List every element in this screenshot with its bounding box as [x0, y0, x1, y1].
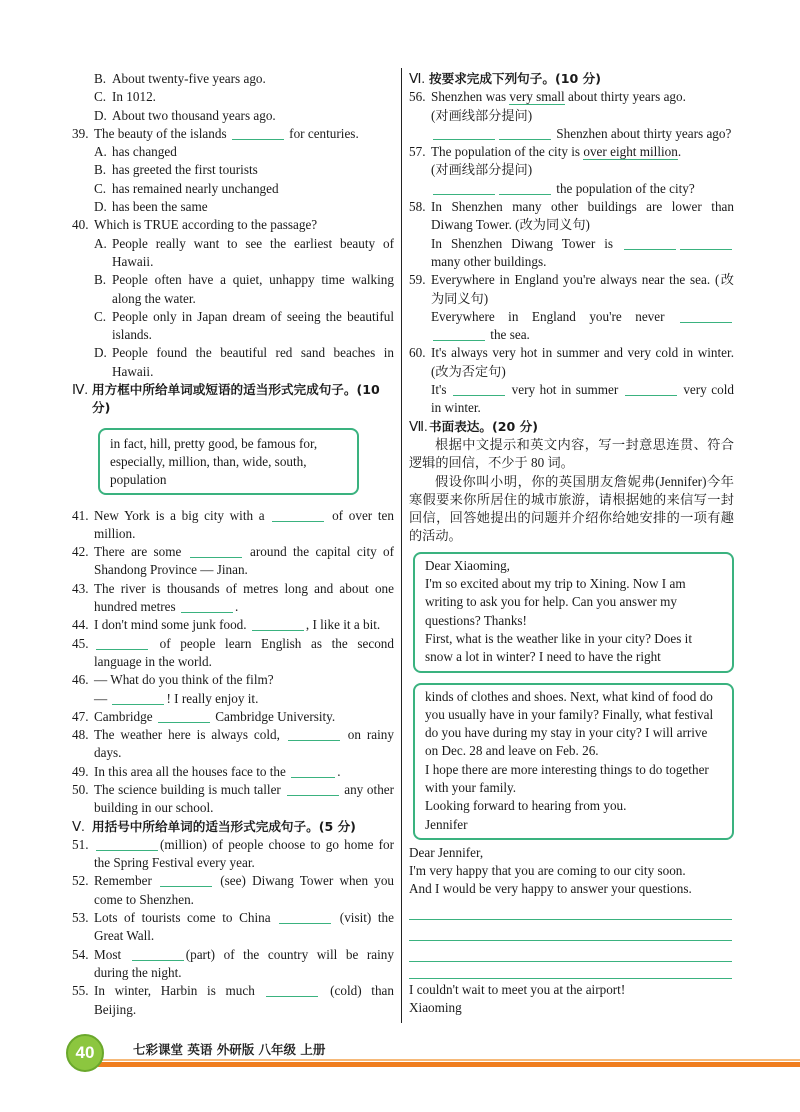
- left-column: [72, 70, 394, 1019]
- question-45: 45. of people learn English as the second language in the world.: [72, 635, 394, 669]
- answer-blank[interactable]: [680, 236, 732, 250]
- question-40: 40. Which is TRUE according to the passage?: [72, 217, 318, 233]
- answer-blank[interactable]: [291, 764, 335, 778]
- book-title: 七彩课堂 英语 外研版 八年级 上册: [133, 1042, 326, 1057]
- answer-blank[interactable]: [279, 910, 331, 924]
- q39-option-c[interactable]: C. has remained nearly unchanged: [94, 180, 279, 196]
- answer-blank[interactable]: [266, 983, 318, 997]
- q40-option-c[interactable]: C. People only in Japan dream of seeing the beautiful islands.: [94, 308, 394, 343]
- answer-blank[interactable]: [132, 947, 184, 961]
- letter-body: I hope there are more interesting things to do together with your family.: [425, 761, 709, 795]
- q39-option-d[interactable]: D. has been the same: [94, 199, 208, 215]
- page-footer: [0, 1028, 800, 1088]
- q40-option-a[interactable]: A. People really want to see the earliest beauty of Hawaii.: [94, 235, 394, 269]
- reply-line: I'm very happy that you are coming to our city soon.: [409, 863, 686, 879]
- question-48: 48. The weather here is always cold, on rainy days.: [72, 727, 394, 761]
- answer-blank[interactable]: [680, 309, 732, 323]
- answer-blank[interactable]: [624, 236, 676, 250]
- writing-line[interactable]: [409, 962, 732, 979]
- question-58: 58. In Shenzhen many other buildings are lower than Diwang Tower. (改为同义句): [409, 199, 734, 233]
- letter-body: First, what is the weather like in your city? Does it snow a lot in winter? I need to have the right: [425, 630, 692, 665]
- answer-blank[interactable]: [112, 691, 164, 705]
- q56-instruction: (对画线部分提问): [431, 107, 533, 123]
- question-49: 49. In this area all the houses face to the .: [72, 763, 341, 779]
- q58-answer: In Shenzhen Diwang Tower is many other buildings.: [409, 235, 734, 272]
- q60-answer: It's very hot in summer very cold in winter.: [431, 382, 734, 416]
- q57-instruction: (对画线部分提问): [431, 162, 533, 178]
- answer-blank[interactable]: [287, 782, 339, 796]
- question-39: 39. The beauty of the islands for centuries.: [72, 125, 359, 141]
- question-50: 50. The science building is much taller any other building in our school.: [72, 781, 395, 816]
- letter-closing: Looking forward to hearing from you.: [425, 798, 627, 814]
- letter-body: I'm so excited about my trip to Xining. Now I am writing to ask you for help. Can you answer my questions? Thanks!: [425, 576, 686, 628]
- question-60: 60. It's always very hot in summer and very cold in winter. (改为否定句): [409, 345, 734, 379]
- question-44: 44. I don't mind some junk food. , I like it a bit.: [72, 617, 381, 633]
- answer-blank[interactable]: [232, 126, 284, 140]
- right-column: [409, 70, 734, 1017]
- section-4-heading: Ⅳ. 用方框中所给单词或短语的适当形式完成句子。(10 分): [72, 382, 380, 416]
- q38-option-c[interactable]: C. In 1012.: [94, 89, 156, 105]
- section-6-heading: Ⅵ. 按要求完成下列句子。(10 分): [409, 71, 601, 86]
- question-41: 41. New York is a big city with a of over ten million.: [72, 507, 395, 541]
- question-43: 43. The river is thousands of metres long and about one hundred metres .: [72, 580, 394, 615]
- q39-option-a[interactable]: A. has changed: [94, 144, 177, 160]
- answer-blank[interactable]: [96, 837, 158, 851]
- jennifer-letter-part2: [413, 683, 734, 840]
- footer-stripe: [98, 1062, 800, 1067]
- q57-answer: the population of the city?: [409, 180, 734, 198]
- writing-line[interactable]: [409, 899, 732, 920]
- answer-blank[interactable]: [181, 599, 233, 613]
- writing-instruction-2: 假设你叫小明，你的英国朋友詹妮弗(Jennifer)今年寒假要来你所居住的城市旅游，请根据她的来信写一封回信，回答她提出的问题并介绍你给她安排的一项有趣的活动。: [409, 473, 734, 544]
- answer-blank[interactable]: [158, 709, 210, 723]
- reply-greeting: Dear Jennifer,: [409, 844, 484, 860]
- q56-answer: Shenzhen about thirty years ago?: [409, 125, 734, 143]
- footer-stripe-light: [98, 1059, 800, 1061]
- answer-blank[interactable]: [433, 327, 485, 341]
- answer-blank[interactable]: [433, 181, 495, 195]
- word-bank-box: in fact, hill, pretty good, be famous for, especially, million, than, wide, south, population: [98, 428, 359, 495]
- question-54: 54. Most (part) of the country will be rainy during the night.: [72, 946, 394, 980]
- writing-instruction-1: 根据中文提示和英文内容，写一封意思连贯、符合逻辑的回信，不少于 80 词。: [409, 436, 734, 471]
- reply-line: And I would be very happy to answer your questions.: [409, 881, 692, 897]
- jennifer-letter-part1: [413, 552, 734, 673]
- question-47: 47. Cambridge Cambridge University.: [72, 708, 336, 724]
- letter-signature: Jennifer: [425, 816, 468, 832]
- answer-blank[interactable]: [499, 126, 551, 140]
- letter-greeting: Dear Xiaoming,: [425, 557, 510, 573]
- q38-option-d[interactable]: D. About two thousand years ago.: [94, 107, 276, 123]
- column-divider: [401, 68, 402, 1023]
- question-46: 46. — What do you think of the film? — ! I really enjoy it.: [72, 672, 274, 706]
- answer-blank[interactable]: [453, 382, 505, 396]
- section-7-heading: Ⅶ. 书面表达。(20 分): [409, 418, 538, 434]
- answer-blank[interactable]: [96, 636, 148, 650]
- question-56: 56. Shenzhen was very small about thirty years ago.: [409, 89, 686, 105]
- q40-option-d[interactable]: D. People found the beautiful red sand beaches in Hawaii.: [94, 345, 394, 379]
- answer-blank[interactable]: [160, 873, 212, 887]
- question-42: 42. There are some around the capital city of Shandong Province — Jinan.: [72, 544, 395, 578]
- question-52: 52. Remember (see) Diwang Tower when you come to Shenzhen.: [72, 873, 395, 907]
- reply-ending: I couldn't wait to meet you at the airport!: [409, 981, 626, 997]
- q38-option-b[interactable]: B. About twenty-five years ago.: [94, 71, 266, 86]
- letter-body: kinds of clothes and shoes. Next, what kind of food do you usually have in your family? Finally, what festival do you have during my stay in your city? I will arrive on Dec. 28 and leave on Feb. 26.: [425, 688, 714, 759]
- answer-blank[interactable]: [499, 181, 551, 195]
- answer-blank[interactable]: [625, 382, 677, 396]
- answer-blank[interactable]: [190, 544, 242, 558]
- page-number-badge: 40: [66, 1034, 104, 1072]
- question-51: 51. (million) of people choose to go home for the Spring Festival every year.: [72, 836, 394, 871]
- question-53: 53. Lots of tourists come to China (visit) the Great Wall.: [72, 910, 395, 944]
- reply-signature: Xiaoming: [409, 1000, 462, 1016]
- answer-blank[interactable]: [288, 727, 340, 741]
- question-55: 55. In winter, Harbin is much (cold) than Beijing.: [72, 983, 395, 1017]
- writing-line[interactable]: [409, 920, 732, 941]
- question-59: 59. Everywhere in England you're always near the sea. (改为同义句): [409, 272, 734, 306]
- answer-blank[interactable]: [433, 126, 495, 140]
- answer-blank[interactable]: [252, 617, 304, 631]
- answer-blank[interactable]: [272, 508, 324, 522]
- q59-answer: Everywhere in England you're never the sea.: [409, 308, 734, 345]
- q39-option-b[interactable]: B. has greeted the first tourists: [94, 162, 258, 178]
- section-5-heading: Ⅴ. 用括号中所给单词的适当形式完成句子。(5 分): [72, 818, 356, 834]
- q40-option-b[interactable]: B. People often have a quiet, unhappy time walking along the water.: [94, 272, 394, 306]
- question-57: 57. The population of the city is over eight million.: [409, 144, 682, 160]
- writing-line[interactable]: [409, 941, 732, 962]
